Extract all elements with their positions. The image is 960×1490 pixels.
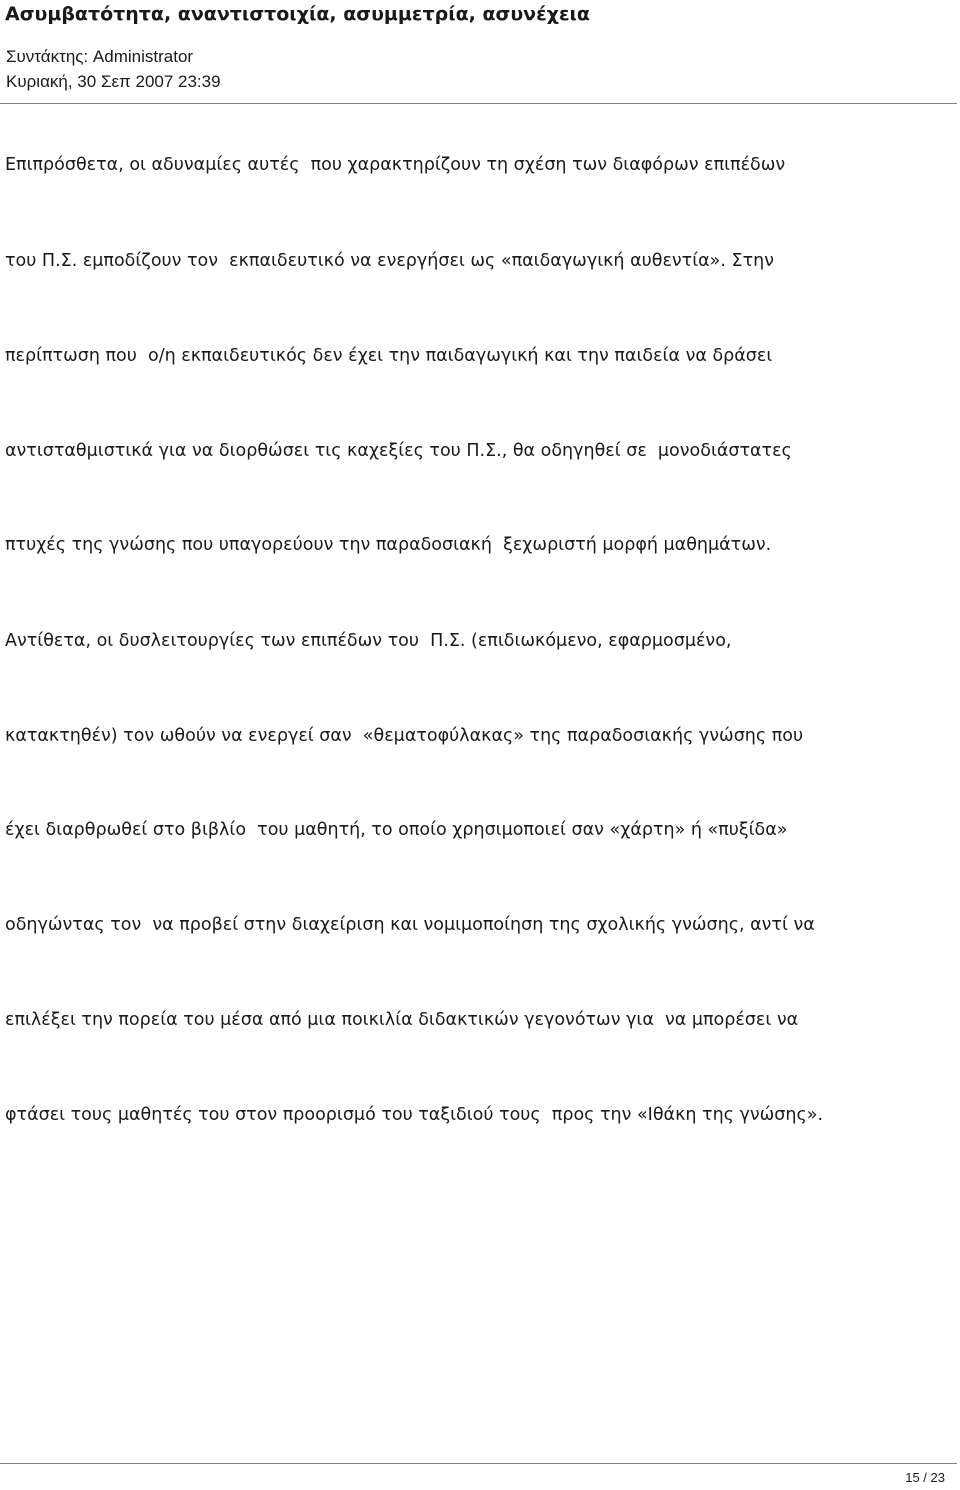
body-line: κατακτηθέν) τον ωθούν να ενεργεί σαν «θεματοφύλακας» της παραδοσιακής γνώσης που [5, 726, 804, 746]
body-line: φτάσει τους μαθητές του στον προορισμό του ταξιδιού τους προς την «Ιθάκη της γνώσης». [5, 1105, 824, 1125]
body-line: περίπτωση που ο/η εκπαιδευτικός δεν έχει την παιδαγωγική και την παιδεία να δράσει [5, 346, 773, 366]
body-line: έχει διαρθρωθεί στο βιβλίο του μαθητή, το οποίο χρησιμοποιεί σαν «χάρτη» ή «πυξίδα» [5, 820, 788, 840]
article-author: Συντάκτης: Administrator [6, 47, 194, 66]
body-line: πτυχές της γνώσης που υπαγορεύουν την παραδοσιακή ξεχωριστή μορφή μαθημάτων. [5, 535, 772, 555]
footer-divider [0, 1463, 957, 1464]
header-divider [0, 103, 957, 104]
body-line: Αντίθετα, οι δυσλειτουργίες των επιπέδων του Π.Σ. (επιδιωκόμενο, εφαρμοσμένο, [5, 631, 732, 651]
body-line: αντισταθμιστικά για να διορθώσει τις καχεξίες του Π.Σ., θα οδηγηθεί σε μονοδιάστατες [5, 441, 792, 461]
body-line: Επιπρόσθετα, οι αδυναμίες αυτές που χαρακτηρίζουν τη σχέση των διαφόρων επιπέδων [5, 155, 786, 175]
body-line: επιλέξει την πορεία του μέσα από μια ποικιλία διδακτικών γεγονότων για να μπορέσει να [5, 1010, 799, 1030]
article-title: Ασυμβατότητα, αναντιστοιχία, ασυμμετρία, ασυνέχεια [5, 3, 590, 25]
body-line: οδηγώντας τον να προβεί στην διαχείριση και νομιμοποίηση της σχολικής γνώσης, αντί να [5, 915, 815, 935]
page-indicator: 15 / 23 [905, 1470, 945, 1485]
article-date: Κυριακή, 30 Σεπ 2007 23:39 [6, 72, 221, 91]
body-line: του Π.Σ. εμποδίζουν τον εκπαιδευτικό να ενεργήσει ως «παιδαγωγική αυθεντία». Στην [5, 251, 774, 271]
